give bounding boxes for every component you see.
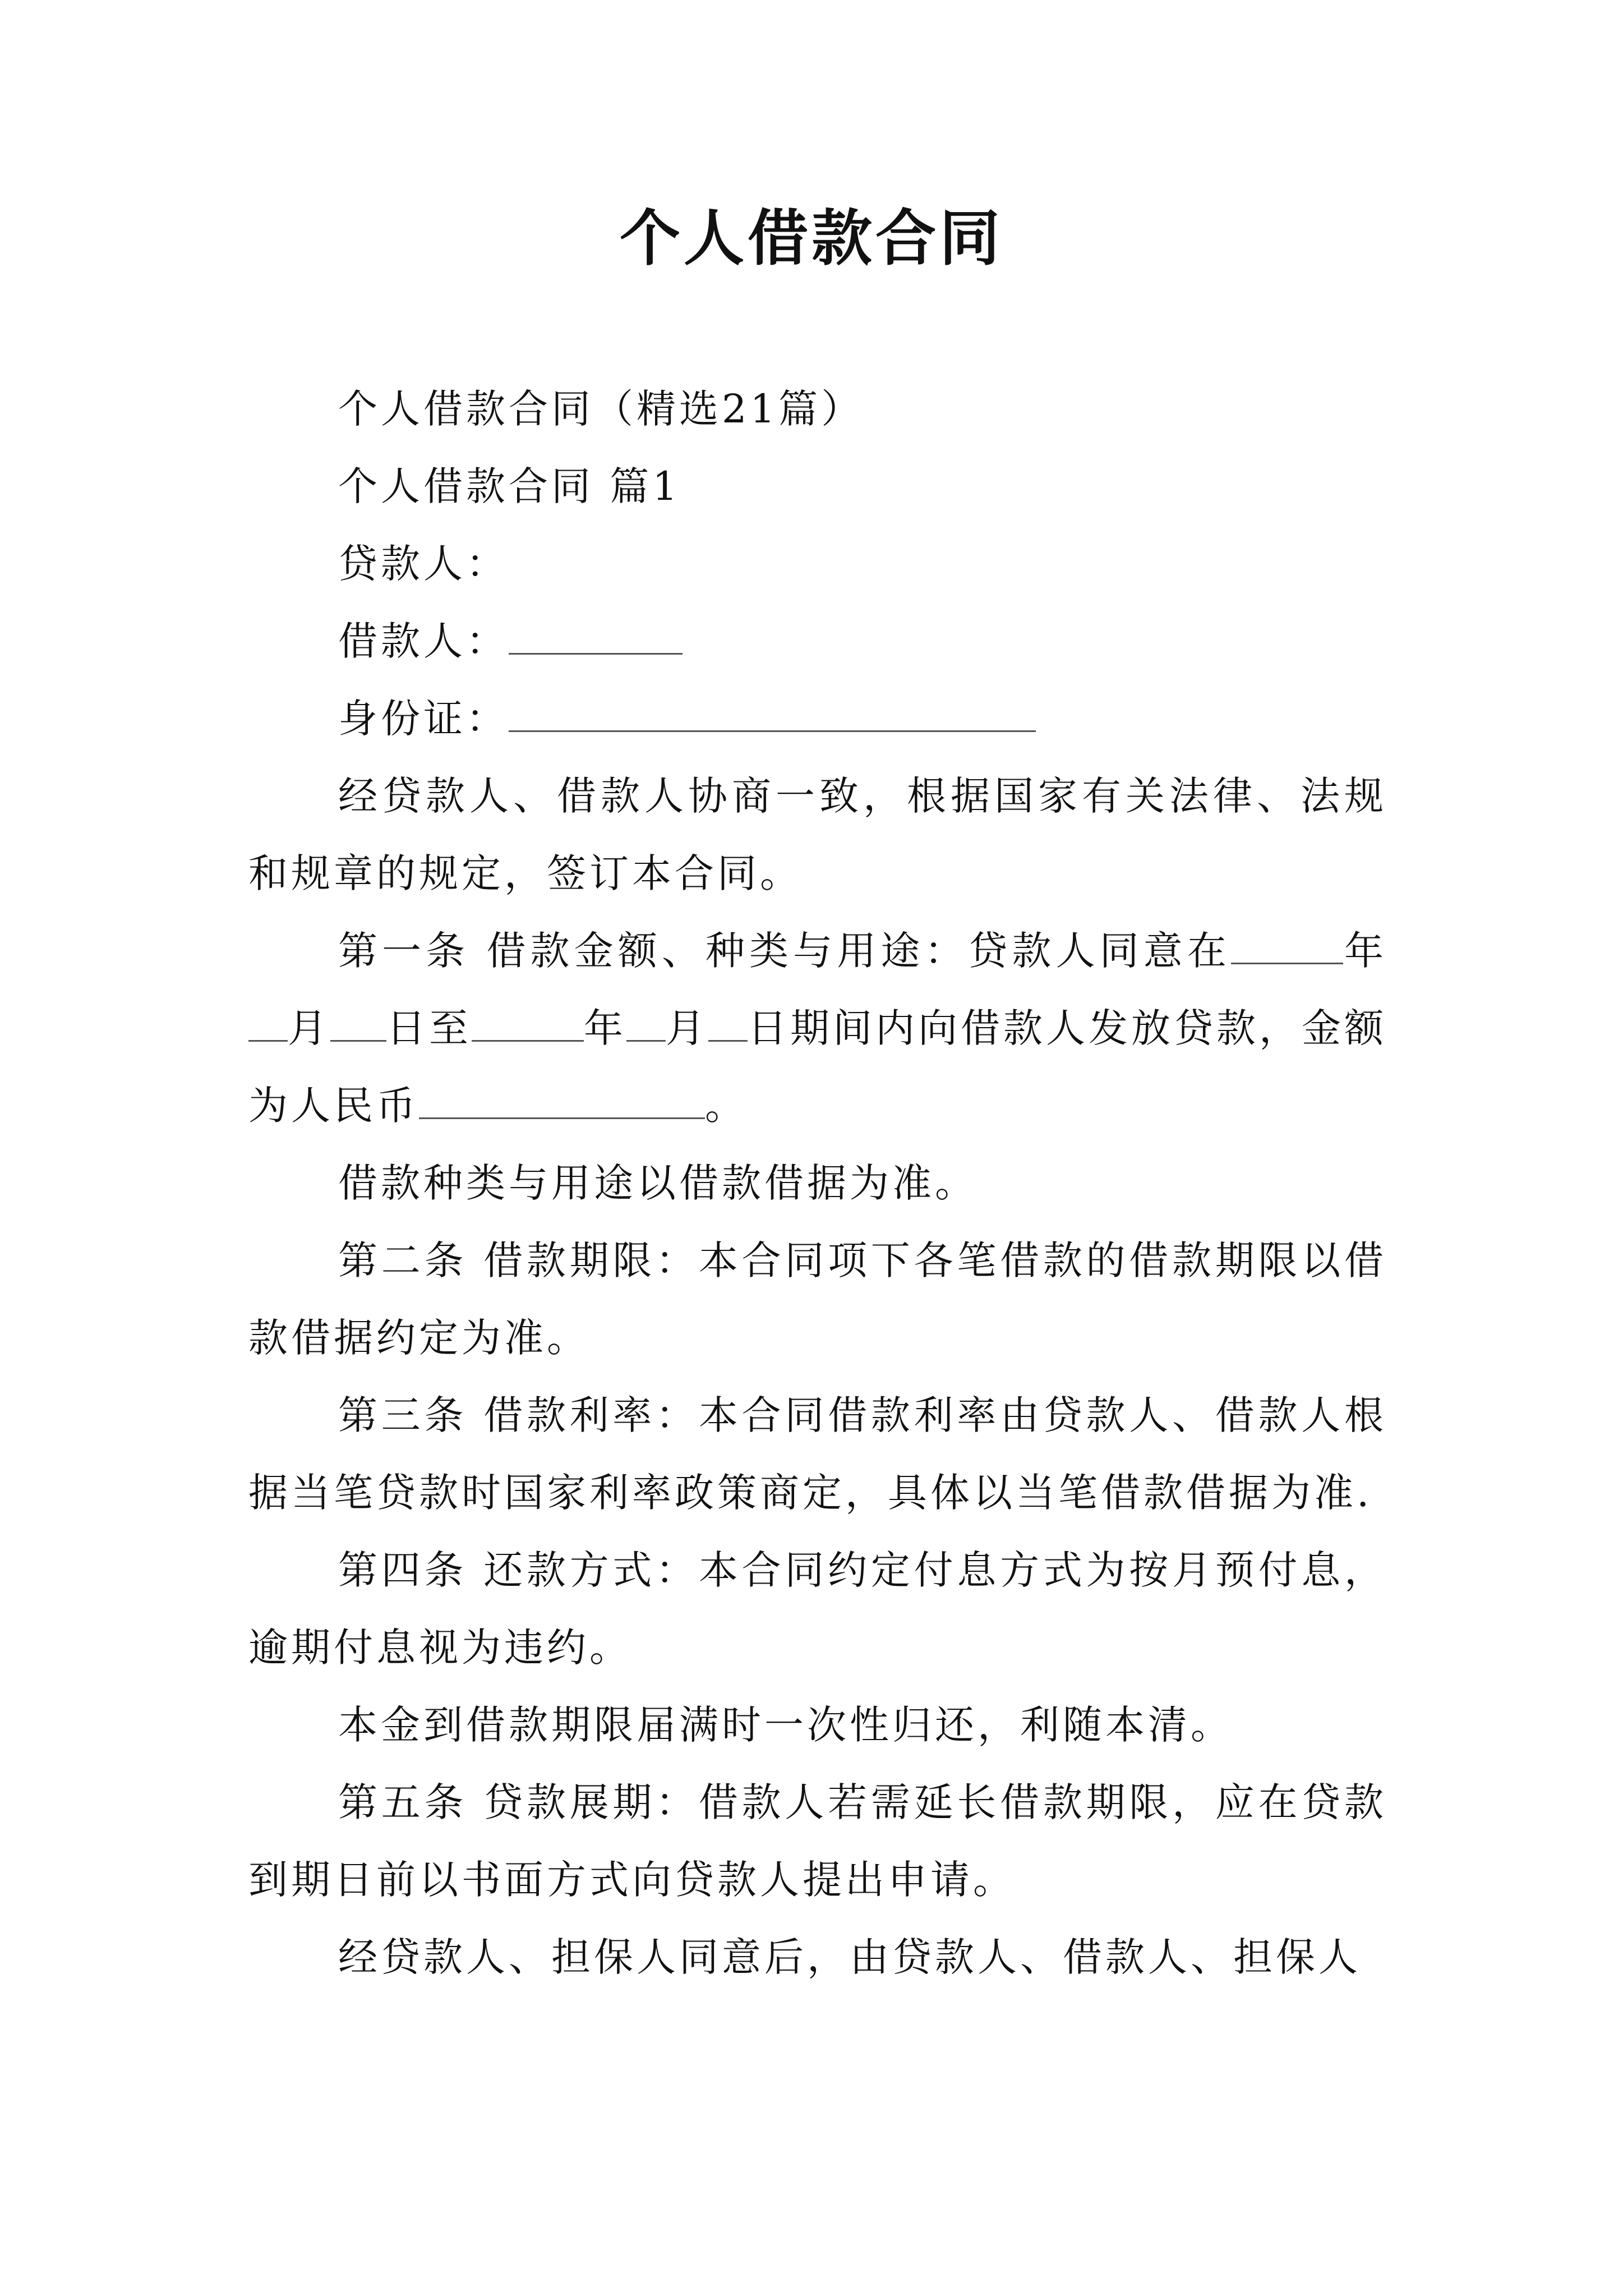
amount-blank [419, 1074, 705, 1119]
document-subtitle: 个人借款合同（精选21篇） [338, 386, 864, 432]
lender-line [248, 525, 1387, 602]
article-1-note: 借款种类与用途以借款借据为准。 [338, 1160, 978, 1206]
article-5: 第五条 贷款展期：借款人若需延长借款期限，应在贷款到期日前以书面方式向贷款人提出申请。 [248, 1779, 1387, 1903]
article-1-end: 。 [705, 1083, 748, 1129]
start-year-blank [1231, 919, 1343, 964]
start-day-blank [330, 996, 386, 1042]
section-heading: 个人借款合同 篇1 [338, 463, 681, 509]
end-month-blank [626, 996, 666, 1042]
article-3: 第三条 借款利率：本合同借款利率由贷款人、借款人根据当笔贷款时国家利率政策商定，具体以当笔借款借据为准. [248, 1392, 1387, 1516]
borrower-label: 借款人： [338, 618, 509, 664]
article-1 [248, 912, 1387, 1144]
year-label: 年 [1343, 928, 1387, 974]
document-body [248, 370, 1387, 1996]
document-title: 个人借款合同 [619, 203, 1003, 274]
month-label: 月 [288, 1005, 330, 1051]
day-to-label: 日至 [386, 1005, 472, 1051]
end-day-blank [708, 996, 748, 1042]
article-4-note: 本金到借款期限届满时一次性归还，利随本清。 [338, 1702, 1233, 1748]
year-label: 年 [584, 1005, 626, 1051]
month-label: 月 [666, 1005, 708, 1051]
article-5-note: 经贷款人、担保人同意后，由贷款人、借款人、担保人 [338, 1934, 1361, 1980]
article-1-text: 第一条 借款金额、种类与用途：贷款人同意在 [338, 928, 1231, 974]
borrower-blank [509, 609, 683, 655]
intro-paragraph: 经贷款人、借款人协商一致，根据国家有关法律、法规和规章的规定，签订本合同。 [248, 773, 1387, 896]
id-label: 身份证： [338, 696, 509, 742]
article-4: 第四条 还款方式：本合同约定付息方式为按月预付息，逾期付息视为违约。 [248, 1547, 1387, 1671]
article-2: 第二条 借款期限：本合同项下各笔借款的借款期限以借款借据约定为准。 [248, 1237, 1387, 1361]
id-line [248, 680, 1387, 757]
id-blank [509, 687, 1036, 732]
lender-label: 贷款人： [338, 541, 509, 587]
borrower-line [248, 602, 1387, 680]
start-month-blank [248, 996, 288, 1042]
end-year-blank [472, 996, 584, 1042]
article-1-text-2: 日期间内向借款人发放贷款，金额为人民币 [248, 1005, 1387, 1129]
